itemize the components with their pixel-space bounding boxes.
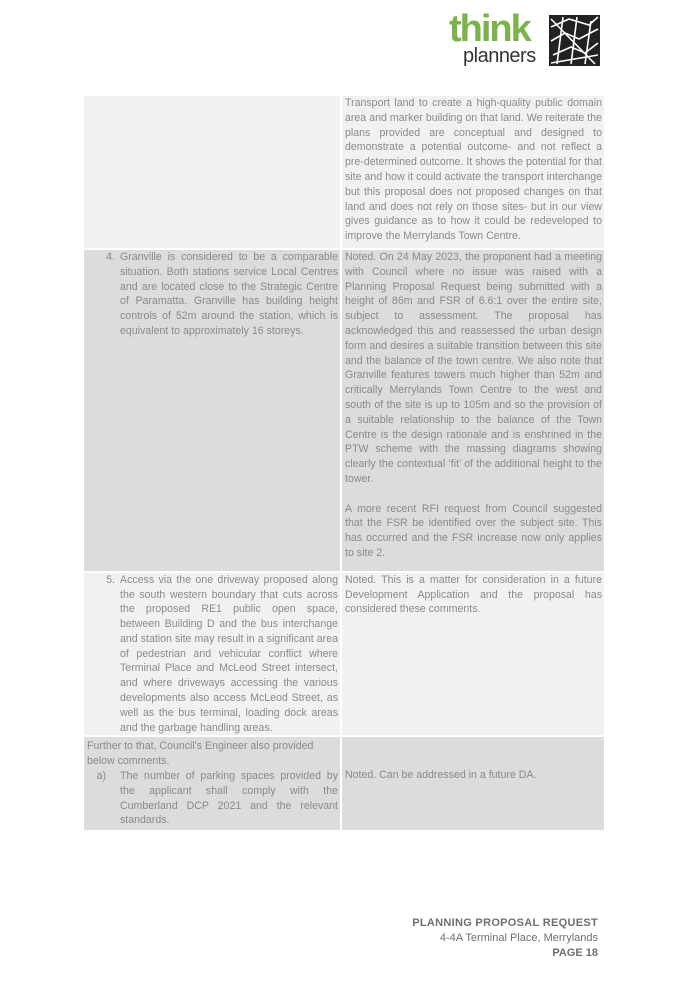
logo-think-text: think	[449, 8, 530, 50]
logo-planners-text: planners	[463, 45, 536, 67]
comment-cell	[84, 736, 341, 830]
table-row-continuation	[84, 96, 604, 249]
footer-title: PLANNING PROPOSAL REQUEST	[412, 917, 598, 929]
page-number: PAGE 18	[552, 947, 598, 959]
response-cell	[341, 96, 604, 249]
response-cell	[341, 736, 604, 830]
response-text: Noted. Can be addressed in a future DA.	[345, 769, 537, 782]
table-row-item-4	[84, 249, 604, 572]
comment-text: Access via the one driveway proposed along the south western boundary that cuts across the proposed RE1 public open space, between Building D and the bus interchange and station site may result in a significant area of pedestrian and vehicular conflict where Terminal Place and McLeod Street intersect, and where driveways accessing the various developments also access McLeod Street, as well as the bus terminal, loading dock areas and the garbage handling areas.	[120, 573, 338, 734]
response-text: Noted. This is a matter for consideration in a future Development Application and the proposal has considered these comments.	[345, 573, 602, 616]
comment-text: The number of parking spaces provided by the applicant shall comply with the Cumberland DCP 2021 and the relevant standards.	[120, 770, 338, 827]
item-number: 4.	[106, 250, 115, 263]
comments-table	[84, 96, 604, 830]
table-row-item-5	[84, 572, 604, 737]
response-text: A more recent RFI request from Council suggested that the FSR be identified over the subject site. This has occurred and the FSR increase now only applies to site 2.	[345, 502, 602, 559]
item-number: a)	[96, 770, 106, 783]
response-cell	[341, 572, 604, 737]
response-cell	[341, 249, 604, 572]
comment-cell	[84, 249, 341, 572]
logo-map-icon	[549, 15, 600, 66]
response-text: Transport land to create a high-quality public domain area and marker building on that land. We reiterate the plans provided are conceptual and designed to demonstrate a potential outcome- and not reflect a pre-determined outcome. It shows the potential for that site and how it could activate the transport interchange but this proposal does not proposed changes on that land and does not rely on those sites- but in our view gives guidance as to how it could be redeveloped to improve the Merrylands Town Centre.	[345, 97, 602, 243]
footer-address: 4-4A Terminal Place, Merrylands	[439, 932, 598, 944]
engineer-intro: Further to that, Council's Engineer also provided below comments.	[87, 740, 314, 768]
page-footer	[412, 916, 598, 961]
response-text: Noted. On 24 May 2023, the proponent had a meeting with Council where no issue was raised with a Planning Proposal Request being submitted with a height of 86m and FSR of 6.6:1 over the entire site, subject to assessment. The proposal has acknowledged this and reassessed the urban design form and desires a suitable transition between this site and the balance of the town centre. We also note that Granville features towers much higher than 52m and critically Merrylands Town Centre to the west and south of the site is up to 105m and so the provision of a suitable relationship to the balance of the Town Centre is the design rationale and is enshrined in the PTW scheme with the massing diagrams showing clearly the contextual ‘fit’ of the additional height to the tower.	[345, 250, 602, 485]
comment-cell	[84, 96, 341, 249]
comment-text: Granville is considered to be a comparable situation. Both stations service Local Centres and are located close to the Strategic Centre of Paramatta. Granville has building height controls of 52m around the station, which is equivalent to approximately 16 storeys.	[120, 250, 338, 337]
item-number: 5.	[106, 573, 115, 586]
comment-cell	[84, 572, 341, 737]
table-row-engineer	[84, 736, 604, 830]
think-planners-logo	[449, 8, 601, 68]
